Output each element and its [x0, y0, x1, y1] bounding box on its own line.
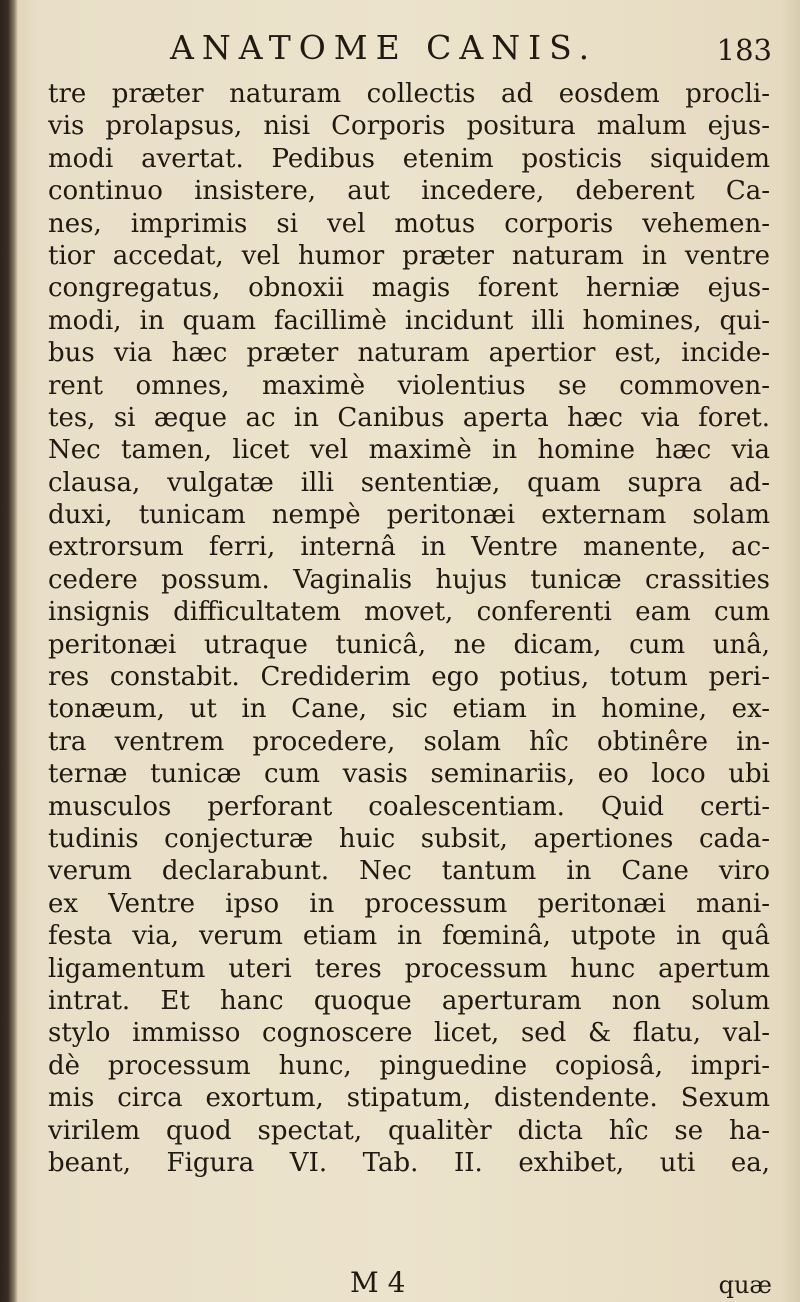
text-line: tra ventrem procedere, solam hîc obtinêre in- [48, 726, 770, 757]
text-line: tonæum, ut in Cane, sic etiam in homine, ex- [48, 694, 770, 725]
text-line: vis prolapsus, nisi Corporis positura malum ejus- [48, 111, 770, 142]
text-line: ternæ tunicæ cum vasis seminariis, eo loco ubi [48, 759, 770, 790]
text-line: stylo immisso cognoscere licet, sed & flatu, val- [48, 1018, 770, 1049]
page-number: 183 [716, 33, 772, 67]
text-line: tes, si æque ac in Canibus aperta hæc via foret. [48, 402, 770, 433]
body-text [48, 78, 770, 1179]
binding-gutter [0, 0, 18, 1302]
text-line: congregatus, obnoxii magis forent herniæ ejus- [48, 273, 770, 304]
text-line: beant, Figura VI. Tab. II. exhibet, uti ea, [48, 1147, 770, 1178]
text-line: peritonæi utraque tunicâ, ne dicam, cum unâ, [48, 629, 770, 660]
text-line: duxi, tunicam nempè peritonæi externam solam [48, 500, 770, 531]
text-line: tior accedat, vel humor præter naturam in ventre [48, 240, 770, 271]
text-line: musculos perforant coalescentiam. Quid certi- [48, 791, 770, 822]
page-footer [60, 1268, 780, 1298]
text-line: festa via, verum etiam in fœminâ, utpote in quâ [48, 921, 770, 952]
text-line: dè processum hunc, pinguedine copiosâ, impri- [48, 1050, 770, 1081]
text-line: Nec tamen, licet vel maximè in homine hæc via [48, 435, 770, 466]
running-head [60, 28, 780, 68]
text-line: extrorsum ferri, internâ in Ventre manente, ac- [48, 532, 770, 563]
text-line: virilem quod spectat, qualitèr dicta hîc se ha- [48, 1115, 770, 1146]
text-line: clausa, vulgatæ illi sententiæ, quam supra ad- [48, 467, 770, 498]
text-line: verum declarabunt. Nec tantum in Cane viro [48, 856, 770, 887]
text-line: nes, imprimis si vel motus corporis vehemen- [48, 208, 770, 239]
text-line: bus via hæc præter naturam apertior est, incide- [48, 338, 770, 369]
signature-mark: M 4 [350, 1266, 406, 1299]
text-line: cedere possum. Vaginalis hujus tunicæ crassities [48, 564, 770, 595]
text-line: ex Ventre ipso in processum peritonæi mani- [48, 888, 770, 919]
text-line: mis circa exortum, stipatum, distendente. Sexum [48, 1083, 770, 1114]
text-line: intrat. Et hanc quoque aperturam non solum [48, 985, 770, 1016]
catchword: quæ [718, 1271, 772, 1299]
running-head-title: ANATOME CANIS. [170, 28, 598, 67]
text-line: rent omnes, maximè violentius se commoven- [48, 370, 770, 401]
text-line: modi, in quam facillimè incidunt illi homines, qui- [48, 305, 770, 336]
text-line: tre præter naturam collectis ad eosdem procli- [48, 79, 770, 109]
text-line: continuo insistere, aut incedere, deberent Ca- [48, 176, 770, 207]
text-line: res constabit. Crediderim ego potius, totum peri- [48, 662, 770, 693]
text-line: tudinis conjecturæ huic subsit, apertiones cada- [48, 823, 770, 854]
text-line: modi avertat. Pedibus etenim posticis siquidem [48, 143, 770, 174]
text-line: insignis difficultatem movet, conferenti eam cum [48, 597, 770, 628]
text-line: ligamentum uteri teres processum hunc apertum [48, 953, 770, 984]
